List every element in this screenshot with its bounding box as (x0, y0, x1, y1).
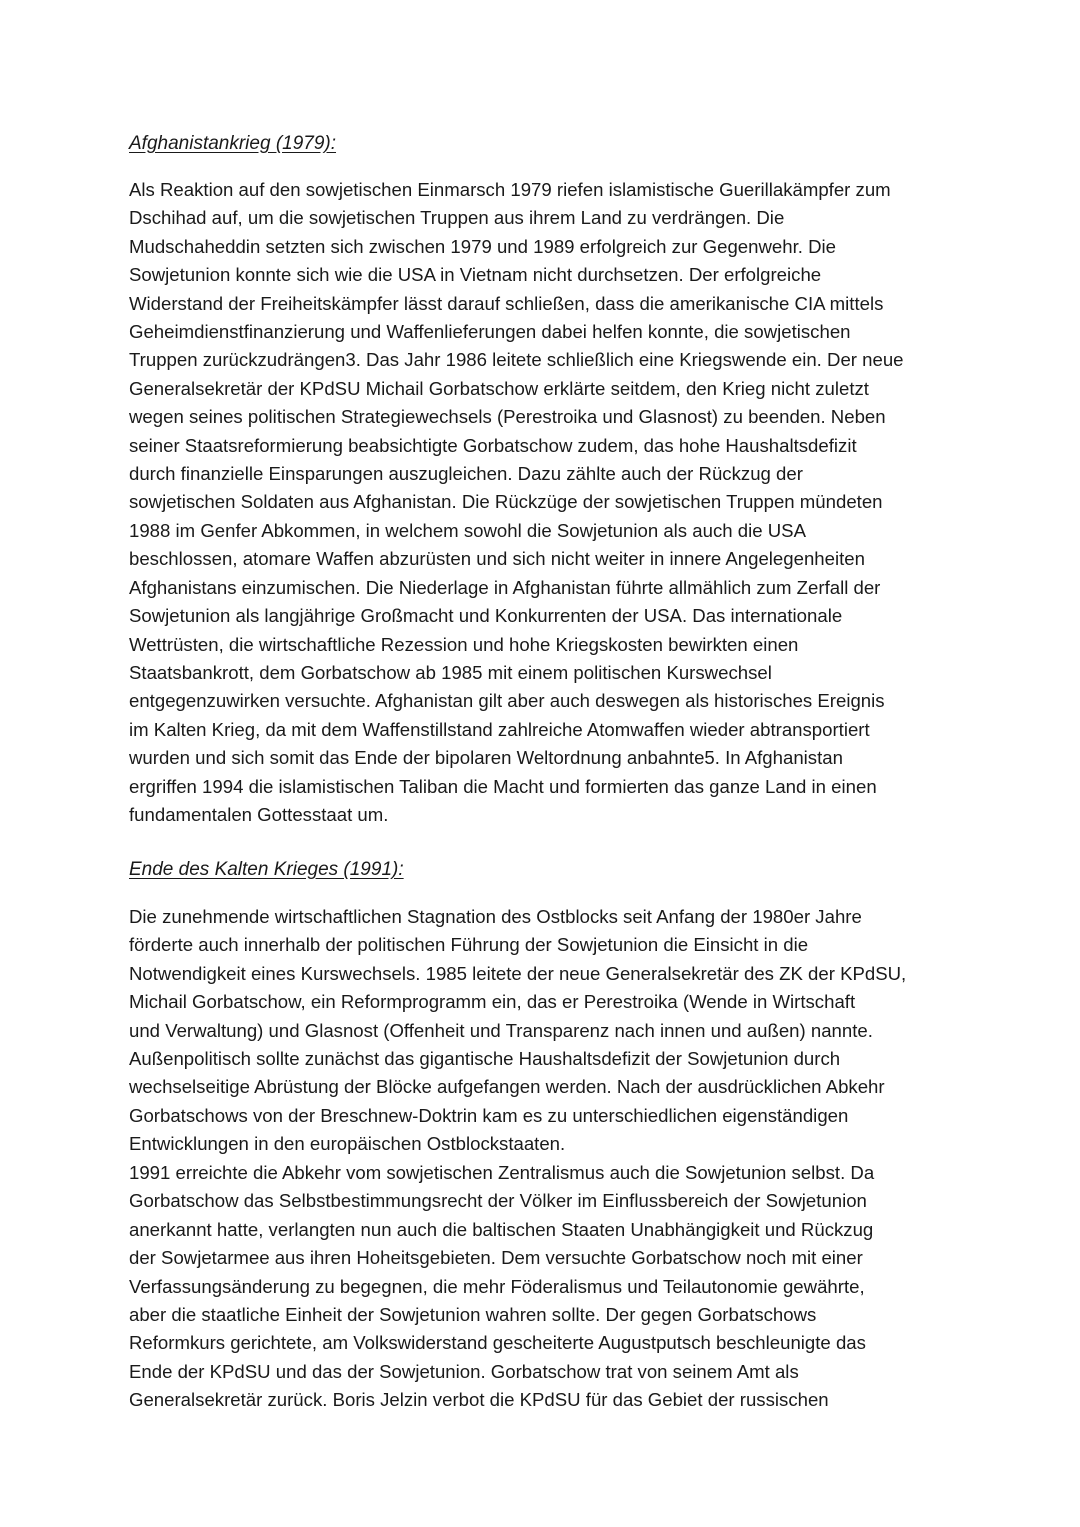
text-line: Afghanistans einzumischen. Die Niederlage in Afghanistan führte allmählich zum Zerfall der (129, 576, 881, 598)
text-line: Michail Gorbatschow, ein Reformprogramm ein, das er Perestroika (Wende in Wirtschaft (129, 991, 856, 1013)
text-line: seiner Staatsreformierung beabsichtigte Gorbatschow zudem, das hohe Haushaltsdefizit (129, 434, 857, 456)
section-heading-afghanistankrieg: Afghanistankrieg (1979): (129, 133, 337, 154)
text-line: durch finanzielle Einsparungen auszugleichen. Dazu zählte auch der Rückzug der (129, 463, 803, 485)
text-line: Gorbatschow das Selbstbestimmungsrecht der Völker im Einflussbereich der Sowjetunion (129, 1190, 867, 1212)
text-line: sowjetischen Soldaten aus Afghanistan. Die Rückzüge der sowjetischen Truppen mündeten (129, 491, 883, 513)
text-line: fundamentalen Gottesstaat um. (129, 803, 389, 825)
text-line: Ende der KPdSU und das der Sowjetunion. Gorbatschow trat von seinem Amt als (129, 1360, 799, 1382)
paragraph-ende-kalter-krieg-1 (129, 903, 906, 1159)
text-line: im Kalten Krieg, da mit dem Waffenstillstand zahlreiche Atomwaffen wieder abtransportiert (129, 718, 870, 740)
text-line: Dschihad auf, um die sowjetischen Truppen aus ihrem Land zu verdrängen. Die (129, 207, 785, 229)
text-line: förderte auch innerhalb der politischen Führung der Sowjetunion die Einsicht in die (129, 934, 809, 956)
text-line: wurden und sich somit das Ende der bipolaren Weltordnung anbahnte5. In Afghanistan (129, 747, 843, 769)
text-line: Sowjetunion konnte sich wie die USA in Vietnam nicht durchsetzen. Der erfolgreiche (129, 264, 822, 286)
paragraph-ende-kalter-krieg-2 (129, 1159, 874, 1415)
text-line: beschlossen, atomare Waffen abzurüsten und sich nicht weiter in innere Angelegenheiten (129, 548, 865, 570)
text-line: wegen seines politischen Strategiewechsels (Perestroika und Glasnost) zu beenden. Neben (129, 406, 886, 428)
text-line: Mudschaheddin setzten sich zwischen 1979 und 1989 erfolgreich zur Gegenwehr. Die (129, 235, 836, 257)
text-line: wechselseitige Abrüstung der Blöcke aufgefangen werden. Nach der ausdrücklichen Abkehr (129, 1076, 885, 1098)
text-line: und Verwaltung) und Glasnost (Offenheit und Transparenz nach innen und außen) nannte. (129, 1019, 873, 1041)
text-line: Geheimdienstfinanzierung und Waffenlieferungen dabei helfen konnte, die sowjetischen (129, 321, 851, 343)
text-line: Verfassungsänderung zu begegnen, die mehr Föderalismus und Teilautonomie gewährte, (129, 1275, 865, 1297)
text-line: Generalsekretär der KPdSU Michail Gorbatschow erklärte seitdem, den Krieg nicht zuletzt (129, 377, 869, 399)
text-line: Reformkurs gerichtete, am Volkswiderstand gescheiterte Augustputsch beschleunigte das (129, 1332, 866, 1354)
text-line: entgegenzuwirken versuchte. Afghanistan gilt aber auch deswegen als historisches Ereignis (129, 690, 885, 712)
text-line: 1991 erreichte die Abkehr vom sowjetischen Zentralismus auch die Sowjetunion selbst. Da (129, 1162, 875, 1183)
text-line: ergriffen 1994 die islamistischen Taliban die Macht und formierten das ganze Land in einen (129, 775, 877, 797)
text-line: Außenpolitisch sollte zunächst das gigantische Haushaltsdefizit der Sowjetunion durch (129, 1048, 841, 1070)
text-line: Entwicklungen in den europäischen Ostblockstaaten. (129, 1133, 566, 1155)
text-line: Notwendigkeit eines Kurswechsels. 1985 leitete der neue Generalsekretär des ZK der KPdSU, (129, 962, 907, 984)
text-line: Truppen zurückzudrängen3. Das Jahr 1986 leitete schließlich eine Kriegswende ein. Der neue (129, 349, 904, 371)
text-line: anerkannt hatte, verlangten nun auch die baltischen Staaten Unabhängigkeit und Rückzug (129, 1218, 874, 1240)
text-line: aber die staatliche Einheit der Sowjetunion wahren sollte. Der gegen Gorbatschows (129, 1304, 817, 1326)
text-line: Generalsekretär zurück. Boris Jelzin verbot die KPdSU für das Gebiet der russischen (129, 1389, 829, 1411)
text-line: 1988 im Genfer Abkommen, in welchem sowohl die Sowjetunion als auch die USA (129, 519, 806, 541)
text-line: Wettrüsten, die wirtschaftliche Rezession und hohe Kriegskosten bewirkten einen (129, 633, 799, 655)
text-line: Sowjetunion als langjährige Großmacht und Konkurrenten der USA. Das internationale (129, 605, 843, 627)
text-line: Gorbatschows von der Breschnew-Doktrin kam es zu unterschiedlichen eigenständigen (129, 1104, 849, 1126)
text-line: Staatsbankrott, dem Gorbatschow ab 1985 mit einem politischen Kurswechsel (129, 661, 772, 683)
text-line: Als Reaktion auf den sowjetischen Einmarsch 1979 riefen islamistische Guerillakämpfer zum (129, 179, 891, 200)
paragraph-afghanistankrieg (129, 176, 904, 829)
text-line: der Sowjetarmee aus ihren Hoheitsgebieten. Dem versuchte Gorbatschow noch mit einer (129, 1247, 863, 1269)
text-line: Die zunehmende wirtschaftlichen Stagnation des Ostblocks seit Anfang der 1980er Jahre (129, 906, 862, 927)
text-line: Widerstand der Freiheitskämpfer lässt darauf schließen, dass die amerikanische CIA mittels (129, 292, 884, 314)
section-heading-ende-kalter-krieg: Ende des Kalten Krieges (1991): (129, 859, 404, 880)
